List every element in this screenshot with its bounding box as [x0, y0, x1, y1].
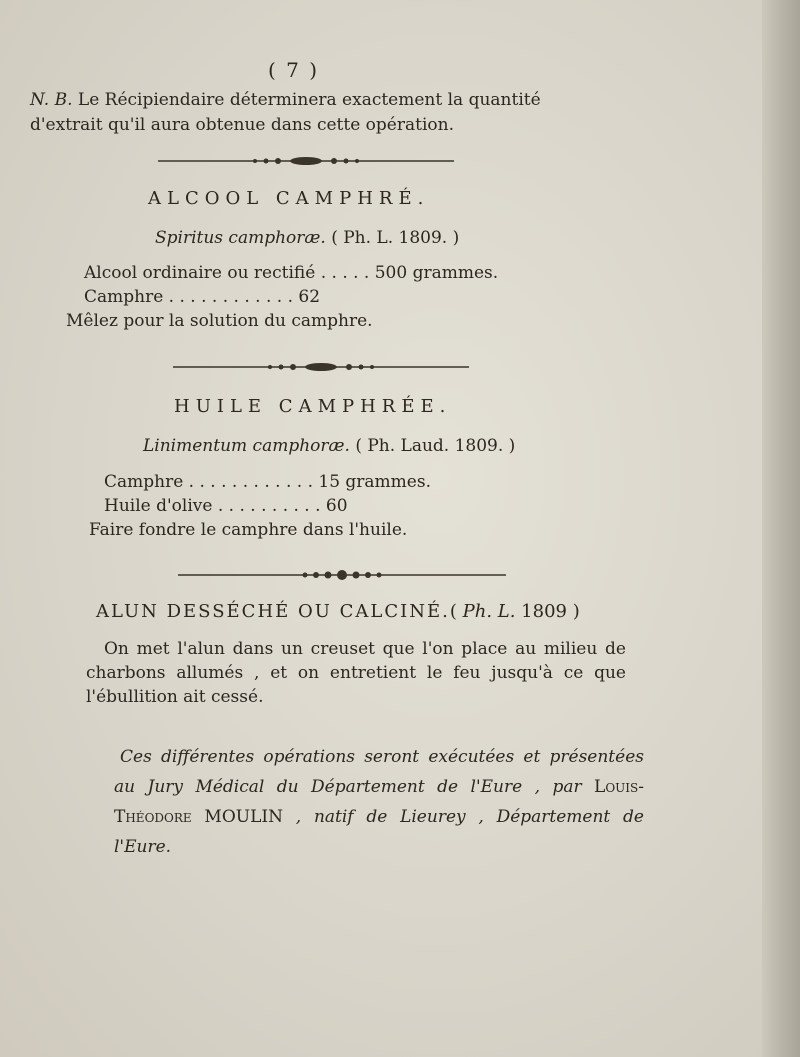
author-last-name: MOULIN [191, 807, 283, 827]
ingredient-line: Alcool ordinaire ou rectifié . . . . . 500 grammes. [84, 263, 499, 283]
section-title-huile: HUILE CAMPHRÉE. [174, 396, 452, 417]
nota-bene-prefix: N. B. [30, 90, 73, 110]
page-edge [762, 0, 800, 1057]
section-title-alun [96, 601, 580, 622]
ingredient-line: Camphre . . . . . . . . . . . . 62 [84, 287, 321, 307]
closing-text: Ces différentes opérations seront exécutées et présentées au Jury Médical du Département de l'Eure , par [114, 747, 644, 797]
page-number: ( 7 ) [268, 58, 320, 82]
closing-text-end: , natif de Lieurey , Département de l'Eure. [114, 807, 644, 857]
ornamental-rule [178, 569, 506, 579]
subtitle-reference: ( Ph. Laud. 1809. ) [355, 436, 516, 456]
alun-reference-close: 1809 ) [515, 601, 580, 622]
instruction-text: Faire fondre le camphre dans l'huile. [89, 520, 408, 540]
section-subtitle-huile [143, 436, 515, 456]
subtitle-latin: Spiritus camphoræ. [155, 228, 326, 248]
ornamental-rule [158, 155, 454, 165]
instruction-text: Mêlez pour la solution du camphre. [66, 311, 373, 331]
ornamental-rule [173, 361, 469, 371]
ingredient-line: Huile d'olive . . . . . . . . . . 60 [104, 496, 348, 516]
author-first-name: Louis-Théodore [114, 777, 644, 827]
closing-paragraph [114, 742, 644, 862]
nota-bene [30, 88, 590, 138]
ingredient-line: Camphre . . . . . . . . . . . . 15 grammes. [104, 472, 431, 492]
section-title-alcool: ALCOOL CAMPHRÉ. [148, 188, 430, 209]
section-subtitle-alcool [155, 228, 459, 248]
alun-reference-italic: Ph. L. [462, 601, 516, 622]
alun-paragraph: On met l'alun dans un creuset que l'on place au milieu de charbons allumés , et on entretient le feu jusqu'à ce que l'ébullition ait cessé. [86, 639, 626, 707]
alun-reference-open: ( [449, 601, 463, 622]
nota-bene-text: Le Récipiendaire déterminera exactement la quantité d'extrait qu'il aura obtenue dans cette opération. [30, 90, 541, 135]
subtitle-reference: ( Ph. L. 1809. ) [331, 228, 460, 248]
alun-title: ALUN DESSÉCHÉ OU CALCINÉ. [96, 601, 450, 622]
subtitle-latin: Linimentum camphoræ. [143, 436, 350, 456]
